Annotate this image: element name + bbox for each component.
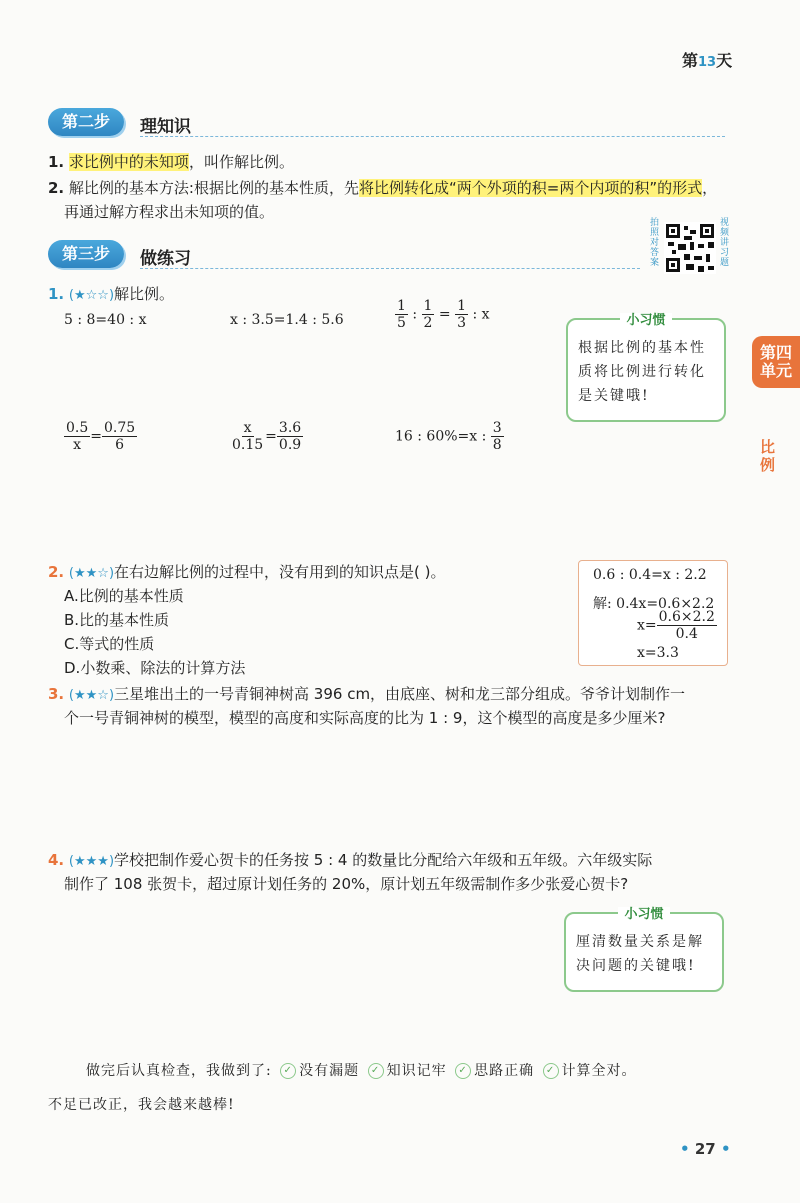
habit-2-text: 厘清数量关系是解决问题的关键哦! [576,934,704,974]
qr-label-right: 视频讲习题 [720,218,730,268]
q1-stars: (★☆☆) [68,288,115,303]
q2-option-a[interactable]: A.比例的基本性质 [64,587,184,605]
step2-pill: 第二步 [48,108,124,136]
q4-num: 4. [48,851,65,869]
q1-eq3-frac-a: $\frac{1}{5}$ [397,298,406,331]
qr-code-icon[interactable] [664,222,716,274]
check-icon[interactable]: ✓ [455,1063,471,1079]
habit-2-title: 小习惯 [566,903,722,922]
q4-line2: 制作了 108 张贺卡，超过原计划任务的 20%，原计划五年级需制作多少张爱心贺卡? [64,875,629,893]
knowledge-1-rest: ，叫作解比例。 [188,153,294,171]
q2-option-d[interactable]: D.小数乘、除法的计算方法 [64,659,246,677]
q1-heading [48,282,174,308]
check-icon[interactable]: ✓ [543,1063,559,1079]
habit-box-1 [566,313,726,422]
knowledge-1 [48,150,294,174]
footer-checklist [86,1060,637,1080]
footer-check-2: 知识记牢 [386,1063,447,1079]
check-icon[interactable]: ✓ [280,1063,296,1079]
q3-line1 [48,682,768,708]
q1-eq6 [395,420,504,453]
unit-tab [752,336,800,388]
habit-1-text: 根据比例的基本性质将比例进行转化是关键哦! [578,340,706,404]
q2-option-b[interactable]: B.比的基本性质 [64,611,170,629]
footer-check-4: 计算全对。 [561,1063,637,1079]
q1-num: 1. [48,285,65,303]
footer-intro: 做完后认真检查，我做到了: [86,1063,272,1079]
q1-eq3: $\frac{1}{5}$ : $\frac{1}{2}$ = $\frac{1}{3}$ : x [397,298,490,331]
q1-eq5-right: $\frac{3.6}{0.9}$ [278,420,302,453]
day-label [682,48,732,71]
q1-eq6-pre: 16 : 60%=x : [395,428,487,445]
q1-eq4: $\frac{0.5}{x}$ = $\frac{0.75}{6}$ [66,420,136,453]
q2-sol-line4: x=3.3 [637,645,679,661]
habit-box-2 [564,907,724,992]
q4-stars: (★★★) [68,854,115,869]
knowledge-2-post: ， [702,179,718,197]
q1-text: 解比例。 [114,285,175,303]
footer-check-3: 思路正确 [474,1063,535,1079]
q3-line2: 个一号青铜神树的模型，模型的高度和实际高度的比为 1 : 9，这个模型的高度是多少厘米? [64,709,666,727]
q1-eq3-frac-b: $\frac{1}{2}$ [423,298,433,331]
q1-eq4-right: $\frac{0.75}{6}$ [104,420,136,453]
page-number-value: 27 [694,1140,716,1158]
q2-solution-box [578,560,728,666]
knowledge-2-pre: 解比例的基本方法:根据比例的基本性质，先 [68,179,359,197]
footer-check-1: 没有漏题 [299,1063,360,1079]
knowledge-2-highlight: 将比例转化成“两个外项的积=两个内项的积”的形式 [358,179,703,197]
knowledge-1-num: 1. [48,153,65,171]
qr-label-left: 拍照对答案 [650,218,660,268]
footer-line2: 不足已改正，我会越来越棒! [48,1097,235,1113]
q2-sol-line1: 0.6 : 0.4=x : 2.2 [593,567,707,583]
step3-pill: 第三步 [48,240,124,268]
unit-tab-text: 第四单元 [759,343,792,380]
q2-num: 2. [48,563,65,581]
page-number: • 27 • [680,1140,731,1158]
q1-eq6-frac: $\frac{3}{8}$ [492,420,502,453]
day-suffix: 天 [716,51,733,70]
q3-text-1: 三星堆出土的一号青铜神树高 396 cm，由底座、树和龙三部分组成。爷爷计划制作一 [114,685,686,703]
day-number: 13 [698,55,717,70]
knowledge-1-highlight: 求比例中的未知项 [68,153,189,171]
knowledge-2-num: 2. [48,179,65,197]
q1-eq3-frac-c: $\frac{1}{3}$ [457,298,467,331]
knowledge-2 [48,176,748,200]
q4-line1 [48,848,768,874]
q3-stars: (★★☆) [68,688,115,703]
knowledge-2-line2: 再通过解方程求出未知项的值。 [64,203,275,221]
step3-title: 做练习 [140,249,191,269]
step2-title: 理知识 [140,117,191,137]
q4-text-1: 学校把制作爱心贺卡的任务按 5 : 4 的数量比分配给六年级和五年级。六年级实际 [114,851,653,869]
q1-eq3-tail: : x [472,306,490,323]
step2-divider [140,136,725,137]
q1-eq5-left: $\frac{x}{0.15}$ [232,420,264,453]
q2-sol-line2: 解: 0.4x=0.6×2.2 [593,596,715,612]
q2-stars: (★★☆) [68,566,115,581]
unit-topic: 比例 [760,438,776,474]
q1-eq2: x : 3.5=1.4 : 5.6 [230,312,344,328]
q3-num: 3. [48,685,65,703]
day-prefix: 第 [682,51,699,70]
step3-divider [140,268,640,269]
q2-heading [48,560,446,586]
check-icon[interactable]: ✓ [368,1063,384,1079]
q1-eq1: 5 : 8=40 : x [64,312,147,328]
q2-sol-line3: x= $\frac{0.6\times 2.2}{0.4}$ [637,609,715,642]
q1-eq4-left: $\frac{0.5}{x}$ [66,420,89,453]
habit-1-title: 小习惯 [568,309,724,328]
q2-option-c[interactable]: C.等式的性质 [64,635,155,653]
q1-eq5: $\frac{x}{0.15}$ = $\frac{3.6}{0.9}$ [232,420,302,453]
q2-text: 在右边解比例的过程中，没有用到的知识点是( )。 [114,563,446,581]
